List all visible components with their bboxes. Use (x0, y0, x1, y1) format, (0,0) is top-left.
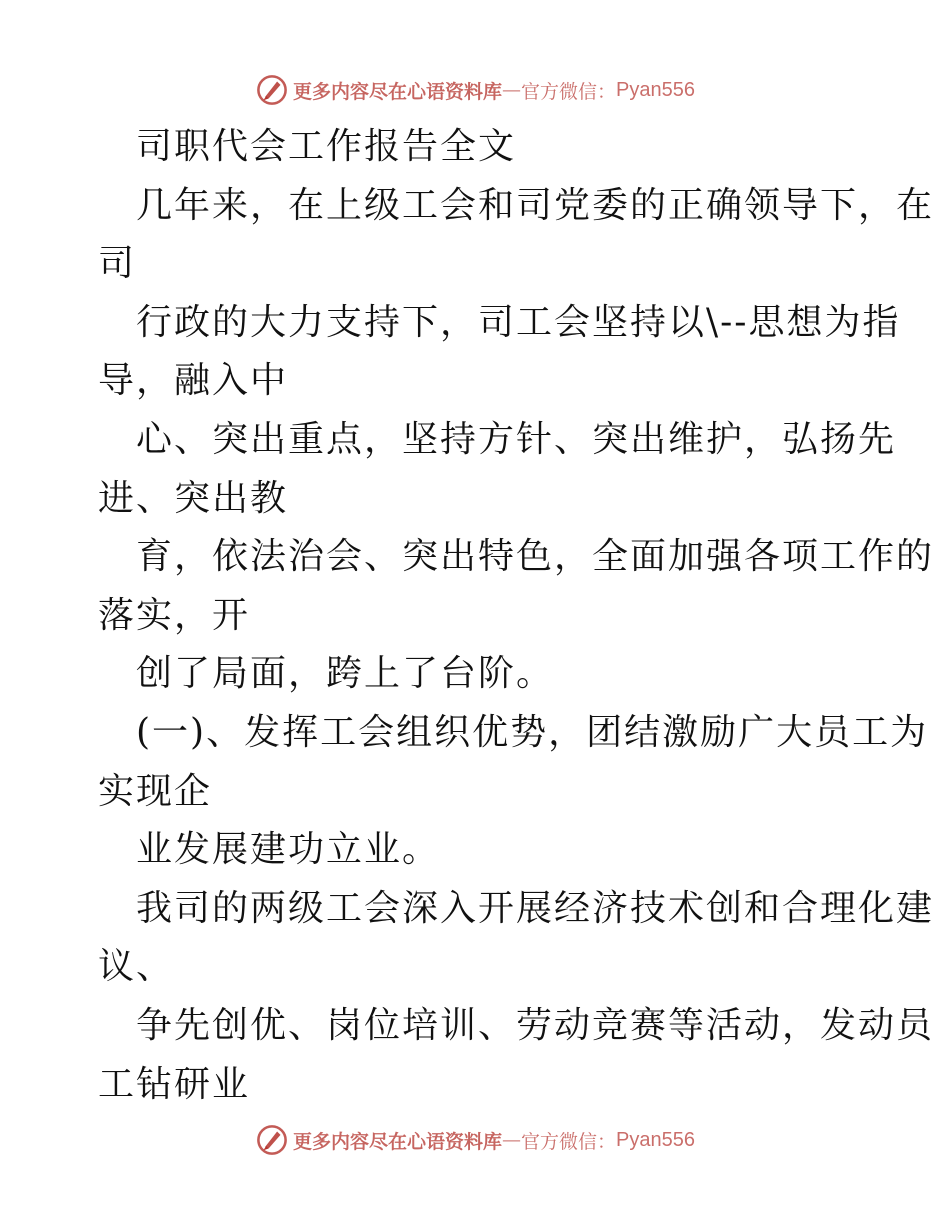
text-line: 进、突出教 (98, 477, 289, 519)
text-line: 心、突出重点，坚持方针、突出维护，弘扬先 (136, 418, 897, 460)
watermark-wechat-id: Pyan556 (616, 1128, 695, 1151)
footer-watermark (0, 1120, 950, 1160)
text-line: 导，融入中 (98, 360, 289, 402)
text-line: 司 (98, 243, 137, 285)
text-line: 工钻研业 (98, 1063, 251, 1105)
pen-nib-logo-icon (255, 73, 289, 107)
watermark-wechat-id: Pyan556 (616, 78, 695, 101)
pen-nib-logo-icon (255, 1123, 289, 1157)
watermark-separator: — (502, 79, 522, 101)
section-heading: (一)、发挥工会组织优势，团结激励广大员工为 (136, 711, 929, 753)
header-watermark (0, 70, 950, 110)
watermark-wechat-label: 官方微信： (521, 80, 617, 103)
text-line: 行政的大力支持下，司工会坚持以\--思想为指 (136, 301, 901, 343)
text-line: 落实，开 (98, 594, 251, 636)
watermark-brand-text: 更多内容尽在心语资料库 (293, 1130, 503, 1153)
document-title: 司职代会工作报告全文 (136, 126, 517, 167)
watermark-wechat-label: 官方微信： (521, 1130, 617, 1153)
text-line: 创了局面，跨上了台阶。 (136, 653, 555, 695)
text-line: 业发展建功立业。 (136, 829, 441, 871)
text-line: 议、 (98, 946, 175, 988)
text-line: 实现企 (98, 770, 213, 812)
text-line: 争先创优、岗位培训、劳动竞赛等活动，发动员 (136, 1004, 935, 1046)
text-line: 几年来，在上级工会和司党委的正确领导下，在 (136, 184, 935, 226)
watermark-brand-text: 更多内容尽在心语资料库 (293, 80, 503, 103)
text-line: 育，依法治会、突出特色，全面加强各项工作的 (136, 536, 935, 578)
watermark-separator: — (502, 1129, 522, 1151)
text-line: 我司的两级工会深入开展经济技术创和合理化建 (136, 887, 935, 929)
document-body (98, 118, 935, 1114)
